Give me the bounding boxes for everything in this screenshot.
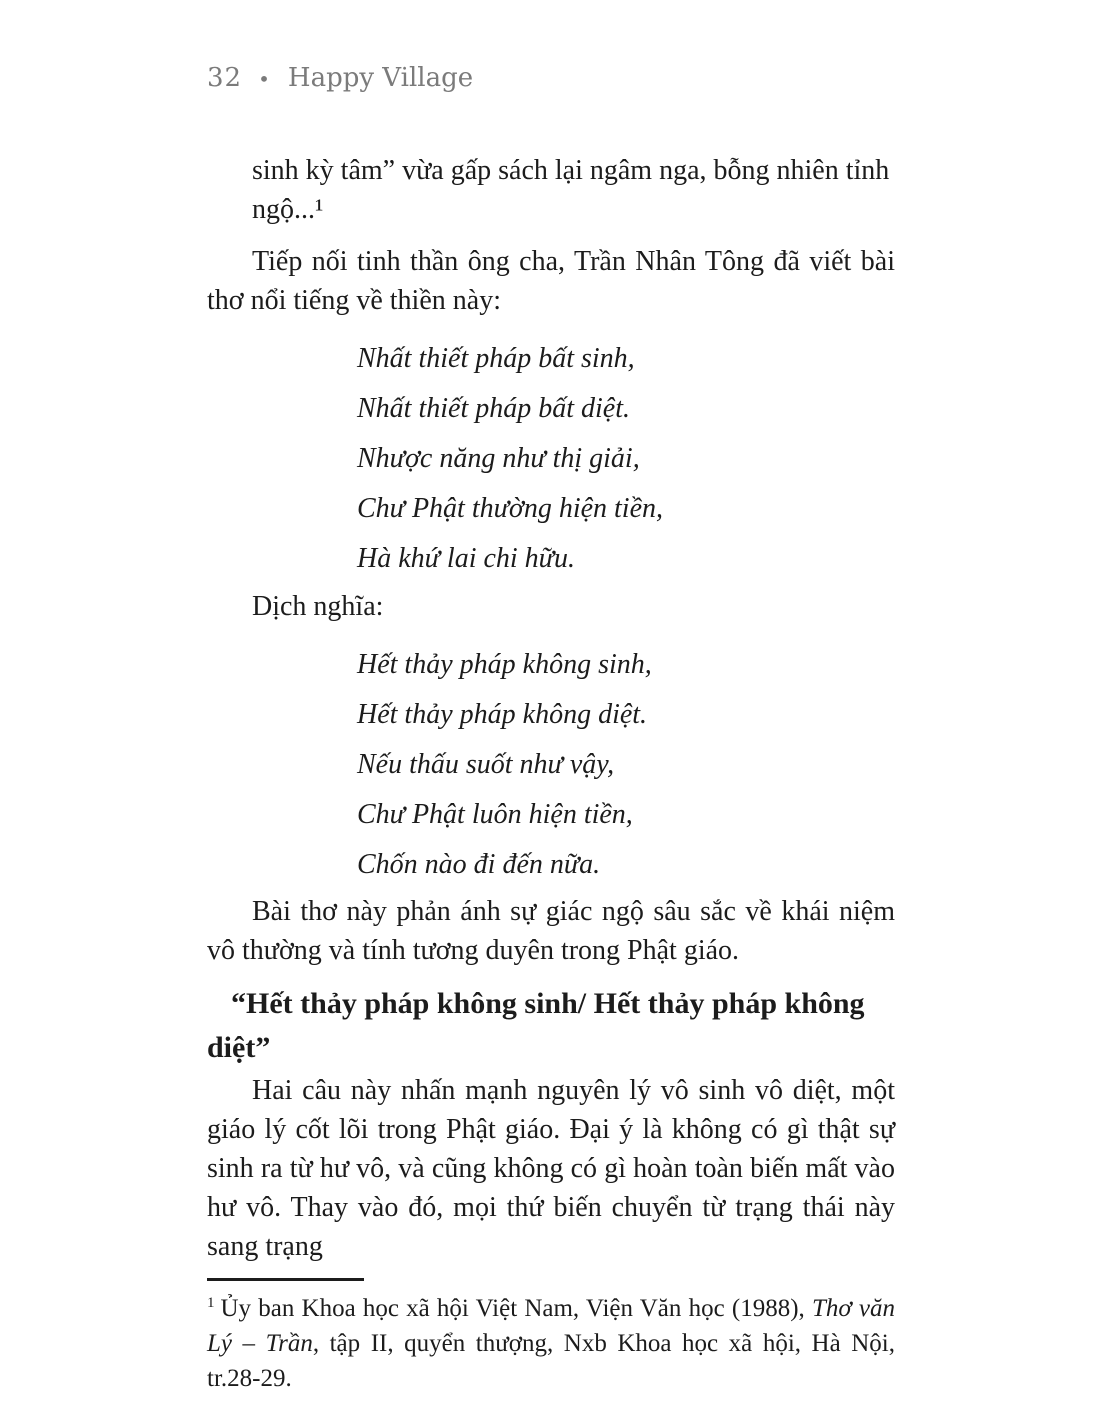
poem-line: Hết thảy pháp không sinh, — [357, 649, 652, 680]
page-number: 32 — [207, 63, 243, 93]
footnote-text-after: , tập II, quyển thượng, Nxb Khoa học xã hội, Hà Nội, tr.28-29. — [207, 1330, 895, 1392]
poem-line: Nhất thiết pháp bất sinh, — [357, 343, 635, 374]
footnote-text-before: Ủy ban Khoa học xã hội Việt Nam, Viện Văn học (1988), — [220, 1295, 812, 1322]
poem-line: Chốn nào đi đến nữa. — [357, 849, 601, 880]
book-title: Happy Village — [287, 63, 474, 93]
poem-han-viet — [357, 334, 895, 584]
footnote-divider — [207, 1278, 364, 1281]
poem-line: Nhược năng như thị giải, — [357, 443, 640, 474]
poem-line: Hết thảy pháp không diệt. — [357, 699, 648, 730]
footnote-cited-title: Thơ văn Lý – Trần — [207, 1295, 895, 1357]
running-header — [207, 62, 895, 95]
footnote-marker: 1 — [207, 1295, 215, 1311]
poem-line: Hà khứ lai chi hữu. — [357, 543, 575, 574]
continued-paragraph: sinh kỳ tâm” vừa gấp sách lại ngâm nga, bỗng nhiên tỉnh ngộ...¹ — [252, 155, 890, 225]
header-bullet-separator: • — [258, 67, 270, 91]
analysis-paragraph: Hai câu này nhấn mạnh nguyên lý vô sinh vô diệt, một giáo lý cốt lõi trong Phật giáo. Đại ý là không có gì thật sự sinh ra từ hư vô, và cũng không có gì hoàn toàn biến mất vào hư vô. Thay vào đó, mọi thứ biến chuyển từ trạng thái này sang trạng — [207, 1075, 895, 1262]
footnote — [207, 1291, 895, 1396]
intro-paragraph: Tiếp nối tinh thần ông cha, Trần Nhân Tông đã viết bài thơ nổi tiếng về thiền này: — [207, 246, 895, 316]
poem-translation — [357, 640, 895, 890]
poem-line: Chư Phật thường hiện tiền, — [357, 493, 664, 524]
translation-label: Dịch nghĩa: — [252, 591, 384, 622]
poem-line: Nhất thiết pháp bất diệt. — [357, 393, 630, 424]
section-heading: “Hết thảy pháp không sinh/ Hết thảy pháp không diệt” — [207, 987, 865, 1064]
poem-line: Nếu thấu suốt như vậy, — [357, 749, 615, 780]
poem-line: Chư Phật luôn hiện tiền, — [357, 799, 633, 830]
commentary-paragraph: Bài thơ này phản ánh sự giác ngộ sâu sắc về khái niệm vô thường và tính tương duyên trong Phật giáo. — [207, 896, 895, 966]
